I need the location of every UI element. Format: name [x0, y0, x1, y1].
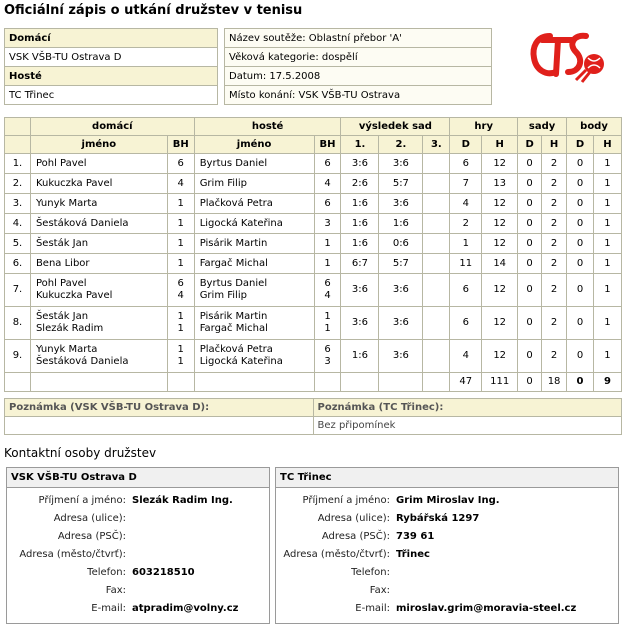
home-bh-line: 1	[177, 311, 184, 322]
set1-score: 3:6	[341, 154, 379, 174]
home-header: domácí	[30, 118, 194, 136]
games-home: 4	[450, 340, 482, 373]
col-games-d: D	[450, 136, 482, 154]
label-name: Příjmení a jméno:	[302, 494, 390, 506]
home-bh-line: 1	[177, 344, 184, 355]
guest-contact-name: Grim Miroslav Ing.	[396, 494, 500, 506]
guest-player-line: Pisárik Martin	[199, 237, 268, 249]
home-contact-fax	[129, 581, 241, 599]
home-bh-line: 6	[177, 157, 184, 169]
guest-contact-fax	[393, 581, 579, 599]
guest-bh-line: 1	[324, 237, 331, 249]
guest-team-name: TC Třinec	[5, 86, 218, 105]
guest-contact-email[interactable]: miroslav.grim@moravia-steel.cz	[396, 602, 577, 614]
home-contact-box	[6, 467, 270, 624]
set1-score: 3:6	[341, 307, 379, 340]
home-player	[30, 274, 167, 307]
guest-note-text: Bez připomínek	[313, 417, 622, 435]
sets-guest: 2	[542, 307, 567, 340]
match-number: 9.	[5, 340, 31, 373]
guest-player	[194, 154, 314, 174]
games-guest: 12	[482, 307, 518, 340]
guest-player-line: Pisárik Martin	[199, 311, 268, 322]
label-fax: Fax:	[369, 584, 390, 596]
games-guest: 12	[482, 274, 518, 307]
games-guest: 12	[482, 194, 518, 214]
points-home: 0	[567, 274, 594, 307]
guest-contact-box	[275, 467, 619, 624]
competition-name: Název soutěže: Oblastní přebor 'A'	[225, 29, 492, 48]
sets-guest: 2	[542, 154, 567, 174]
home-bh	[167, 174, 194, 194]
set1-score: 1:6	[341, 340, 379, 373]
home-contact-phone: 603218510	[132, 566, 195, 578]
set1-score: 6:7	[341, 254, 379, 274]
home-player	[30, 234, 167, 254]
guest-player	[194, 340, 314, 373]
home-player-line: Šesták Jan	[35, 311, 89, 322]
guest-bh-line: 1	[324, 257, 331, 269]
home-player-line: Šestáková Daniela	[35, 217, 129, 229]
games-guest: 14	[482, 254, 518, 274]
games-home: 2	[450, 214, 482, 234]
label-fax: Fax:	[105, 584, 126, 596]
home-bh-line: 4	[177, 290, 184, 301]
guest-player-line: Grim Filip	[199, 177, 247, 189]
match-date: Datum: 17.5.2008	[225, 67, 492, 86]
total-sets-d: 0	[518, 373, 542, 392]
guest-bh-line: 3	[324, 217, 331, 229]
guest-player	[194, 194, 314, 214]
guest-player	[194, 254, 314, 274]
points-home: 0	[567, 214, 594, 234]
label-street: Adresa (ulice):	[53, 512, 126, 524]
home-player	[30, 174, 167, 194]
set1-score: 1:6	[341, 194, 379, 214]
points-home: 0	[567, 194, 594, 214]
guest-bh-line: 4	[324, 290, 331, 301]
home-contact-city	[129, 545, 241, 563]
home-contact-table	[7, 491, 241, 617]
contacts-section-title: Kontaktní osoby družstev	[4, 446, 157, 460]
home-player-line: Pohl Pavel	[35, 278, 87, 289]
sets-home: 0	[518, 194, 542, 214]
points-header: body	[567, 118, 622, 136]
match-number: 6.	[5, 254, 31, 274]
set3-score	[423, 174, 450, 194]
games-guest: 12	[482, 340, 518, 373]
home-contact-name: Slezák Radim Ing.	[132, 494, 233, 506]
points-home: 0	[567, 307, 594, 340]
points-guest: 1	[593, 194, 621, 214]
set1-score: 3:6	[341, 274, 379, 307]
total-points-h: 9	[593, 373, 621, 392]
guest-player	[194, 274, 314, 307]
home-bh	[167, 234, 194, 254]
set2-score: 0:6	[379, 234, 423, 254]
games-guest: 13	[482, 174, 518, 194]
totals-empty	[5, 373, 31, 392]
home-label: Domácí	[5, 29, 218, 48]
label-city: Adresa (město/čtvrť):	[19, 548, 126, 560]
sets-home: 0	[518, 154, 542, 174]
points-guest: 1	[593, 214, 621, 234]
match-number: 5.	[5, 234, 31, 254]
col-home-name: jméno	[30, 136, 167, 154]
sets-home: 0	[518, 214, 542, 234]
set2-score: 3:6	[379, 340, 423, 373]
corner-cell	[5, 136, 31, 154]
table-row	[5, 274, 622, 307]
guest-bh-line: 6	[324, 344, 331, 355]
col-points-h: H	[593, 136, 621, 154]
corner-cell	[5, 118, 31, 136]
games-guest: 12	[482, 154, 518, 174]
home-bh	[167, 274, 194, 307]
guest-player	[194, 214, 314, 234]
sets-home: 0	[518, 340, 542, 373]
games-guest: 12	[482, 214, 518, 234]
totals-empty	[314, 373, 341, 392]
col-points-d: D	[567, 136, 594, 154]
guest-player-line: Fargač Michal	[199, 323, 268, 334]
col-set3: 3.	[423, 136, 450, 154]
table-row	[5, 307, 622, 340]
guest-player-line: Plačková Petra	[199, 344, 273, 355]
label-zip: Adresa (PSČ):	[57, 530, 126, 542]
home-bh-line: 4	[177, 177, 184, 189]
set3-score	[423, 194, 450, 214]
guest-contact-city: Třinec	[396, 548, 430, 560]
total-games-h: 111	[482, 373, 518, 392]
home-player	[30, 254, 167, 274]
match-number: 8.	[5, 307, 31, 340]
label-city: Adresa (město/čtvrť):	[283, 548, 390, 560]
set1-score: 1:6	[341, 214, 379, 234]
home-bh	[167, 307, 194, 340]
points-guest: 1	[593, 340, 621, 373]
col-guest-name: jméno	[194, 136, 314, 154]
home-player	[30, 194, 167, 214]
match-venue: Místo konání: VSK VŠB-TU Ostrava	[225, 86, 492, 105]
home-bh	[167, 340, 194, 373]
guest-player-line: Plačková Petra	[199, 197, 273, 209]
home-note-text	[5, 417, 314, 435]
guest-bh-line: 1	[324, 323, 331, 334]
col-games-h: H	[482, 136, 518, 154]
label-zip: Adresa (PSČ):	[321, 530, 390, 542]
total-games-d: 47	[450, 373, 482, 392]
label-phone: Telefon:	[351, 566, 390, 578]
guest-player-line: Byrtus Daniel	[199, 157, 268, 169]
points-guest: 1	[593, 174, 621, 194]
guest-note-label: Poznámka (TC Třinec):	[313, 399, 622, 417]
totals-empty	[194, 373, 314, 392]
games-home: 11	[450, 254, 482, 274]
home-contact-street	[129, 509, 241, 527]
sets-header: sady	[518, 118, 567, 136]
home-player-line: Kukuczka Pavel	[35, 290, 113, 301]
col-set2: 2.	[379, 136, 423, 154]
table-row	[5, 174, 622, 194]
set3-score	[423, 254, 450, 274]
guest-bh-line: 1	[324, 311, 331, 322]
label-email: E-mail:	[91, 602, 126, 614]
set3-score	[423, 274, 450, 307]
home-bh-line: 1	[177, 356, 184, 367]
sets-home: 0	[518, 234, 542, 254]
games-header: hry	[450, 118, 518, 136]
guest-bh-line: 6	[324, 278, 331, 289]
table-row	[5, 214, 622, 234]
games-home: 6	[450, 274, 482, 307]
club-logo-icon	[528, 26, 608, 84]
home-contact-team: VSK VŠB-TU Ostrava D	[7, 468, 269, 488]
sets-guest: 2	[542, 254, 567, 274]
sets-home: 0	[518, 174, 542, 194]
totals-empty	[167, 373, 194, 392]
sets-home: 0	[518, 274, 542, 307]
guest-contact-street: Rybářská 1297	[396, 512, 480, 524]
points-home: 0	[567, 154, 594, 174]
set3-score	[423, 307, 450, 340]
points-home: 0	[567, 234, 594, 254]
set2-score: 1:6	[379, 214, 423, 234]
home-player-line: Yunyk Marta	[35, 344, 98, 355]
home-contact-zip	[129, 527, 241, 545]
col-home-bh: BH	[167, 136, 194, 154]
home-bh-line: 1	[177, 197, 184, 209]
set2-score: 5:7	[379, 174, 423, 194]
totals-empty	[341, 373, 379, 392]
sets-result-header: výsledek sad	[341, 118, 450, 136]
home-bh-line: 1	[177, 217, 184, 229]
col-sets-h: H	[542, 136, 567, 154]
set1-score: 1:6	[341, 234, 379, 254]
points-guest: 1	[593, 254, 621, 274]
guest-header: hosté	[194, 118, 341, 136]
col-set1: 1.	[341, 136, 379, 154]
table-row	[5, 194, 622, 214]
guest-bh	[314, 214, 341, 234]
guest-player	[194, 174, 314, 194]
total-points-d: 0	[567, 373, 594, 392]
guest-bh-line: 6	[324, 157, 331, 169]
set2-score: 3:6	[379, 154, 423, 174]
home-bh-line: 1	[177, 323, 184, 334]
label-email: E-mail:	[355, 602, 390, 614]
guest-player-line: Byrtus Daniel	[199, 278, 268, 289]
points-home: 0	[567, 254, 594, 274]
set3-score	[423, 234, 450, 254]
match-number: 4.	[5, 214, 31, 234]
table-row	[5, 254, 622, 274]
teams-box	[4, 28, 218, 105]
match-info-box	[224, 28, 492, 105]
page-title: Oficiální zápis o utkání družstev v tenisu	[4, 3, 303, 18]
guest-contact-phone	[393, 563, 579, 581]
guest-player-line: Fargač Michal	[199, 257, 268, 269]
home-bh	[167, 254, 194, 274]
label-street: Adresa (ulice):	[317, 512, 390, 524]
sets-guest: 2	[542, 340, 567, 373]
guest-bh	[314, 154, 341, 174]
guest-label: Hosté	[5, 67, 218, 86]
home-player-line: Pohl Pavel	[35, 157, 87, 169]
table-row	[5, 234, 622, 254]
guest-bh-line: 3	[324, 356, 331, 367]
home-player-line: Kukuczka Pavel	[35, 177, 113, 189]
home-note-label: Poznámka (VSK VŠB-TU Ostrava D):	[5, 399, 314, 417]
home-bh-line: 6	[177, 278, 184, 289]
home-player	[30, 214, 167, 234]
guest-player-line: Ligocká Kateřina	[199, 217, 283, 229]
set2-score: 3:6	[379, 194, 423, 214]
guest-player-line: Grim Filip	[199, 290, 247, 301]
set2-score: 3:6	[379, 307, 423, 340]
points-guest: 1	[593, 274, 621, 307]
notes-table	[4, 398, 622, 435]
home-bh-line: 1	[177, 257, 184, 269]
guest-bh	[314, 274, 341, 307]
games-home: 4	[450, 194, 482, 214]
sets-home: 0	[518, 307, 542, 340]
age-category: Věková kategorie: dospělí	[225, 48, 492, 67]
set3-score	[423, 214, 450, 234]
guest-player-line: Ligocká Kateřina	[199, 356, 283, 367]
sets-guest: 2	[542, 194, 567, 214]
sets-guest: 2	[542, 214, 567, 234]
sets-guest: 2	[542, 174, 567, 194]
games-home: 6	[450, 307, 482, 340]
label-phone: Telefon:	[87, 566, 126, 578]
set1-score: 2:6	[341, 174, 379, 194]
totals-empty	[379, 373, 423, 392]
guest-bh-line: 6	[324, 197, 331, 209]
match-number: 3.	[5, 194, 31, 214]
points-guest: 1	[593, 154, 621, 174]
home-bh	[167, 214, 194, 234]
home-bh	[167, 194, 194, 214]
home-player	[30, 340, 167, 373]
label-name: Příjmení a jméno:	[38, 494, 126, 506]
guest-player	[194, 307, 314, 340]
home-player-line: Yunyk Marta	[35, 197, 98, 209]
home-player	[30, 154, 167, 174]
guest-contact-zip: 739 61	[396, 530, 435, 542]
match-number: 7.	[5, 274, 31, 307]
guest-contact-team: TC Třinec	[276, 468, 618, 488]
guest-bh-line: 4	[324, 177, 331, 189]
table-row	[5, 340, 622, 373]
total-sets-h: 18	[542, 373, 567, 392]
set2-score: 3:6	[379, 274, 423, 307]
totals-empty	[423, 373, 450, 392]
home-bh-line: 1	[177, 237, 184, 249]
guest-bh	[314, 174, 341, 194]
guest-bh	[314, 194, 341, 214]
set2-score: 5:7	[379, 254, 423, 274]
col-guest-bh: BH	[314, 136, 341, 154]
match-number: 2.	[5, 174, 31, 194]
guest-bh	[314, 307, 341, 340]
sets-home: 0	[518, 254, 542, 274]
guest-bh	[314, 254, 341, 274]
totals-row	[5, 373, 622, 392]
set3-score	[423, 154, 450, 174]
guest-player	[194, 234, 314, 254]
set3-score	[423, 340, 450, 373]
home-contact-email[interactable]: atpradim@volny.cz	[132, 602, 239, 614]
sets-guest: 2	[542, 274, 567, 307]
points-guest: 1	[593, 234, 621, 254]
guest-bh	[314, 340, 341, 373]
results-table	[4, 117, 622, 392]
home-player-line: Bena Libor	[35, 257, 90, 269]
sets-guest: 2	[542, 234, 567, 254]
home-player-line: Šestáková Daniela	[35, 356, 129, 367]
games-home: 6	[450, 154, 482, 174]
games-guest: 12	[482, 234, 518, 254]
points-guest: 1	[593, 307, 621, 340]
games-home: 1	[450, 234, 482, 254]
table-row	[5, 154, 622, 174]
points-home: 0	[567, 174, 594, 194]
home-player	[30, 307, 167, 340]
guest-contact-table	[276, 491, 579, 617]
home-bh	[167, 154, 194, 174]
games-home: 7	[450, 174, 482, 194]
home-team-name: VSK VŠB-TU Ostrava D	[5, 48, 218, 67]
home-player-line: Slezák Radim	[35, 323, 104, 334]
col-sets-d: D	[518, 136, 542, 154]
guest-bh	[314, 234, 341, 254]
points-home: 0	[567, 340, 594, 373]
home-player-line: Šesták Jan	[35, 237, 89, 249]
totals-empty	[30, 373, 167, 392]
match-number: 1.	[5, 154, 31, 174]
